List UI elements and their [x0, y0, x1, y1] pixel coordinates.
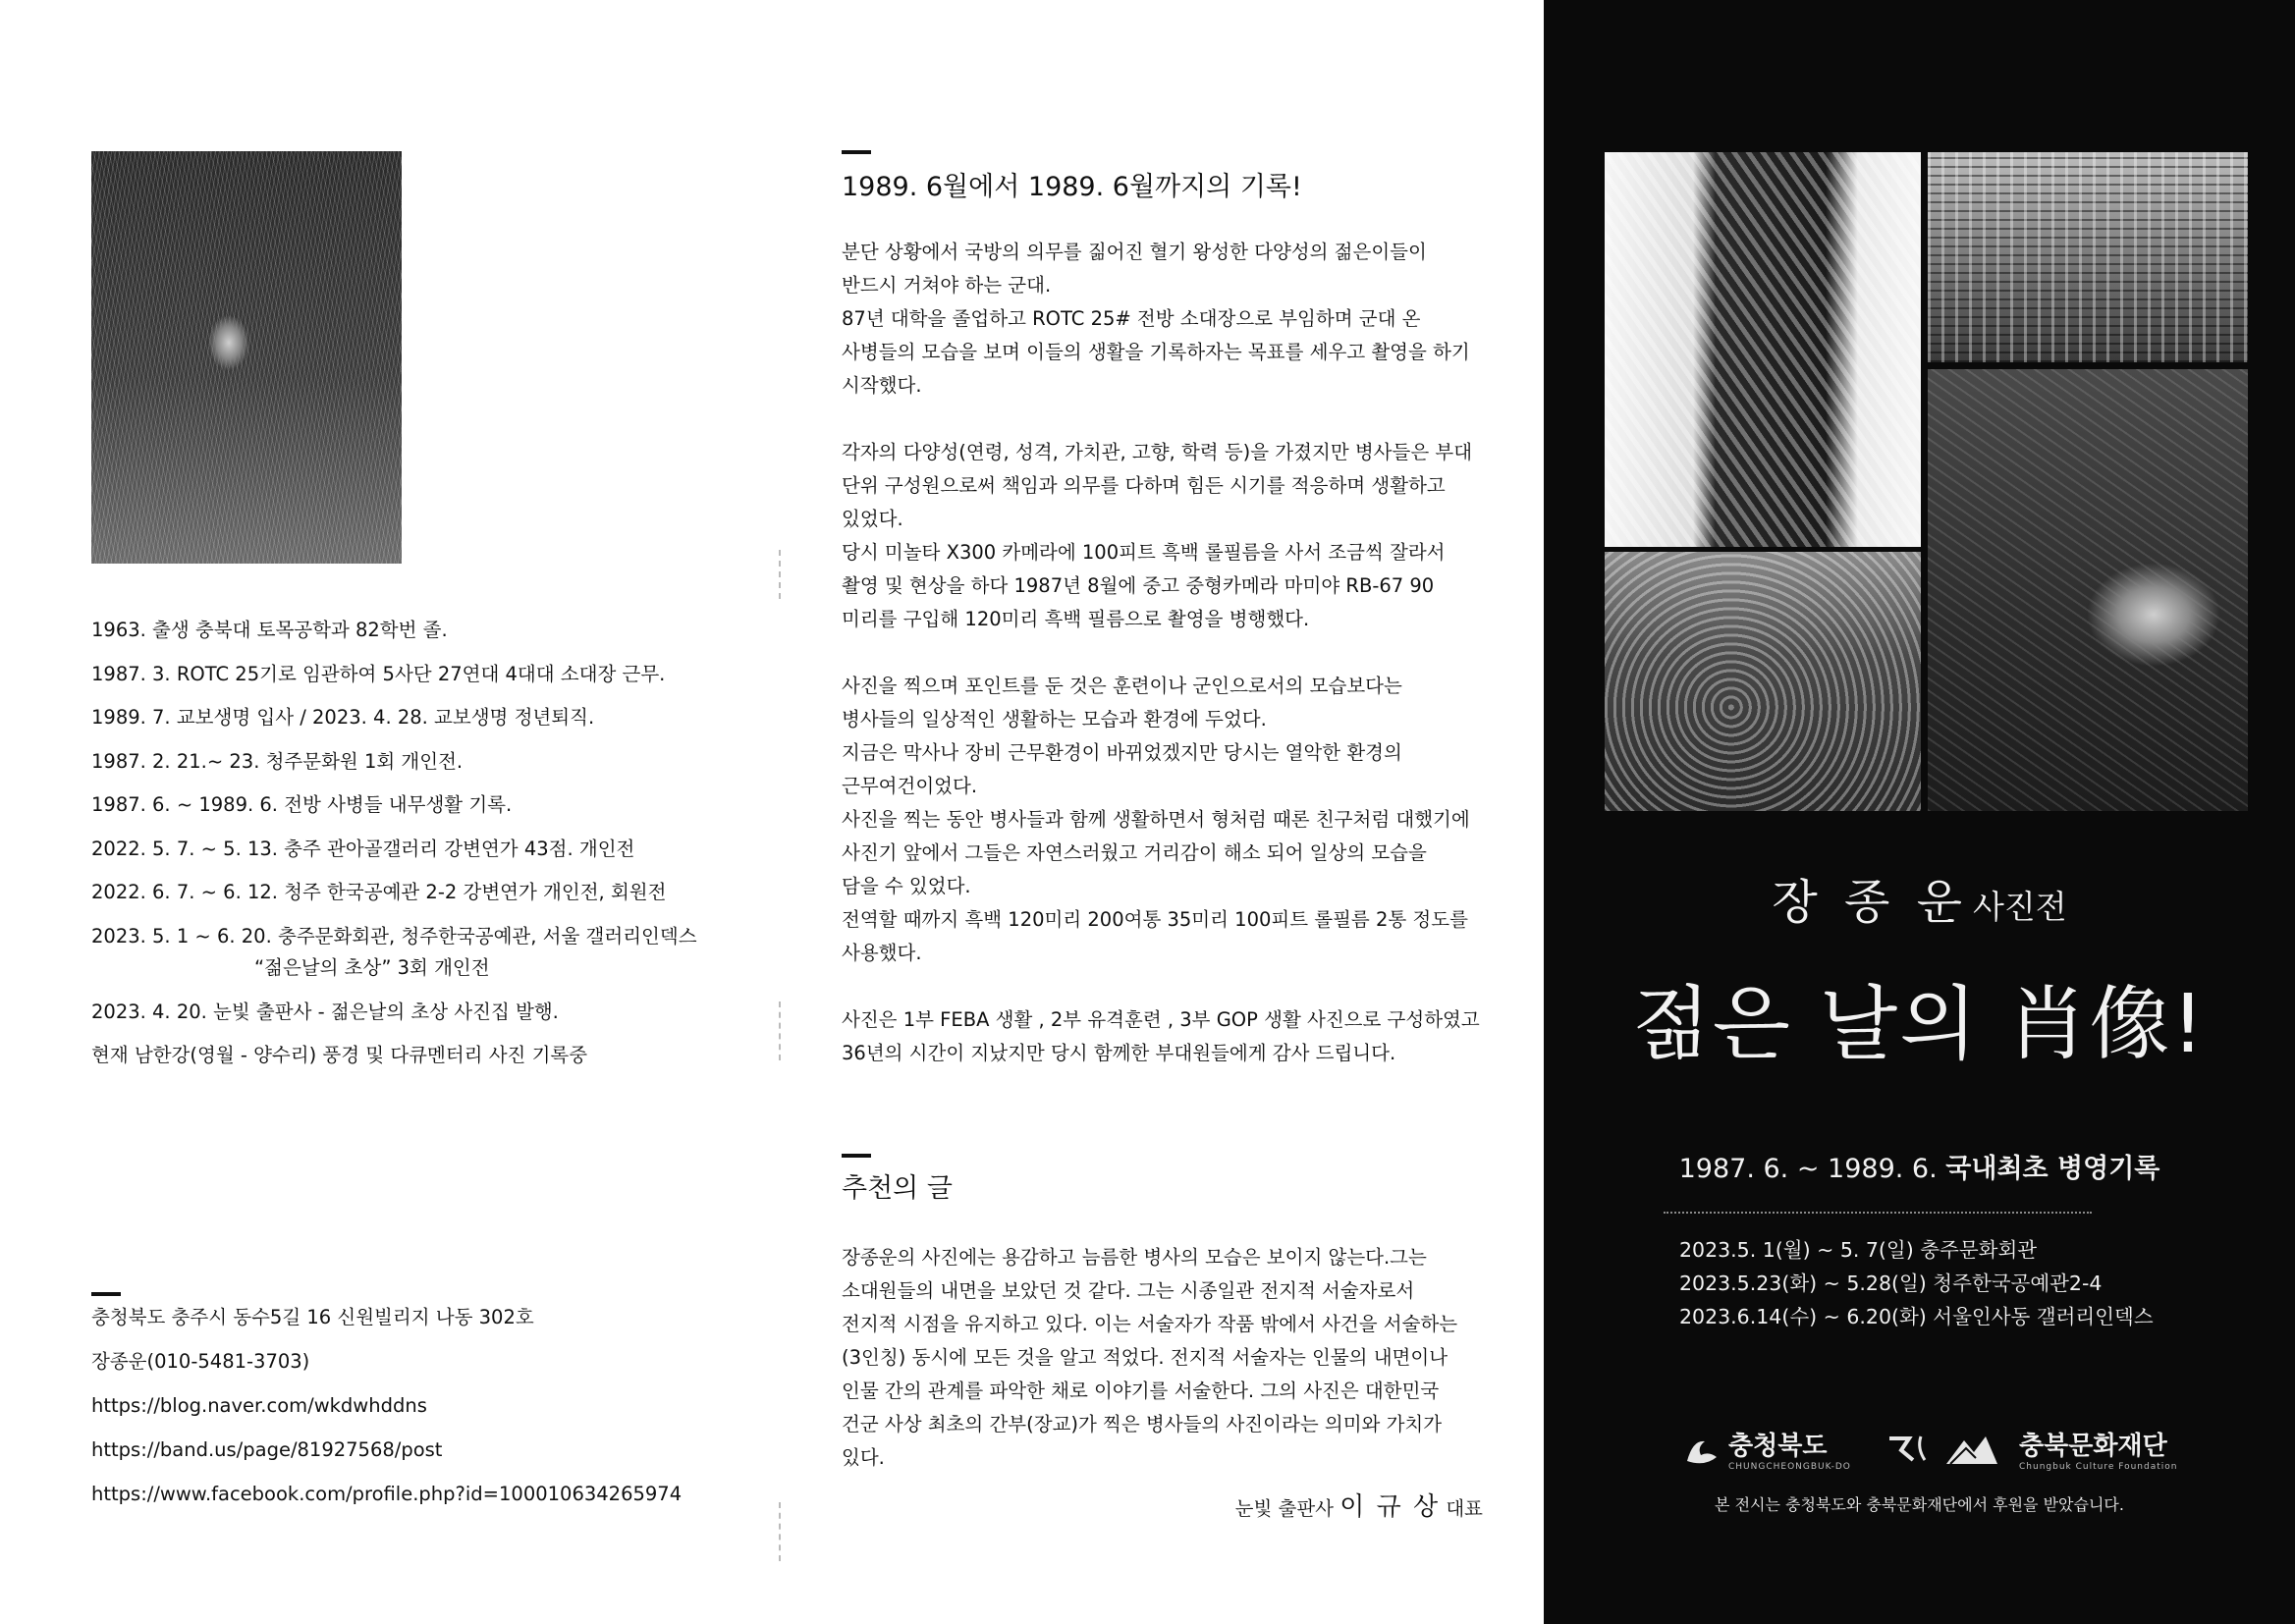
- province-emblem-icon: [1683, 1432, 1722, 1467]
- facebook-link[interactable]: https://www.facebook.com/profile.php?id=100010634265974: [91, 1483, 683, 1505]
- text-line: 있다.: [842, 1446, 885, 1469]
- period-label: 국내최초 병영기록: [1945, 1154, 2160, 1184]
- text-line: (3인칭) 동시에 모든 것을 알고 적었다. 전지적 서술자는 인물의 내면이나: [842, 1346, 1448, 1369]
- text-line: 전역할 때까지 흑백 120미리 200여통 35미리 100피트 롤필름 2통 정도를: [842, 908, 1468, 931]
- logo1-text: 충청북도: [1728, 1432, 1828, 1461]
- recommendation-signature: [1120, 1487, 1483, 1523]
- venue-item: 2023.5. 1(월) ~ 5. 7(일) 충주문화회관: [1679, 1238, 2038, 1262]
- paragraph: [842, 1241, 1484, 1475]
- text-line: 사진은 1부 FEBA 생활 , 2부 유격훈련 , 3부 GOP 생활 사진으로 구성하였고: [842, 1008, 1480, 1031]
- bio-line: 2022. 6. 7. ~ 6. 12. 청주 한국공예관 2-2 강변연가 개인전, 회원전: [91, 881, 667, 903]
- chungbuk-province-logo: [1683, 1426, 1851, 1472]
- bio-line: 1987. 2. 21.~ 23. 청주문화원 1회 개인전.: [91, 749, 464, 773]
- paragraph: [842, 1003, 1484, 1070]
- cover-photo-soldier-ammo-belt: [1605, 152, 1921, 547]
- venue-schedule: [1679, 1233, 2154, 1333]
- exhibition-period: [1544, 1147, 2295, 1185]
- text-line: 건군 사상 최초의 간부(장교)가 찍은 병사들의 사진이라는 의미와 가치가: [842, 1413, 1443, 1435]
- artist-name: 장 종 운: [1772, 875, 1968, 930]
- text-line: 인물 간의 관계를 파악한 채로 이야기를 서술한다. 그의 사진은 대한민국: [842, 1380, 1440, 1402]
- bio-line: 1963. 출생 충북대 토목공학과 82학번 졸.: [91, 619, 448, 641]
- text-line: 분단 상황에서 국방의 의무를 짊어진 혈기 왕성한 다양성의 젊은이들이: [842, 241, 1427, 263]
- logo2-text: 충북문화재단: [2019, 1432, 2167, 1461]
- cover-photo-soldier-hands: [1928, 369, 2248, 811]
- text-line: 사진기 앞에서 그들은 자연스러웠고 거리감이 해소 되어 일상의 모습을: [842, 841, 1427, 864]
- bio-line: 1987. 6. ~ 1989. 6. 전방 사병들 내무생활 기록.: [91, 793, 513, 816]
- logo1-subtext: CHUNGCHEONGBUK-DO: [1728, 1462, 1851, 1472]
- venue-item: 2023.5.23(화) ~ 5.28(일) 청주한국공예관2-4: [1679, 1272, 2103, 1295]
- section-mark: [91, 1292, 121, 1296]
- period-dates: 1987. 6. ~ 1989. 6.: [1678, 1154, 1938, 1184]
- section-mark: [842, 1154, 871, 1158]
- text-line: 담을 수 있었다.: [842, 875, 971, 897]
- cover-photo-training-field: [1605, 552, 1921, 811]
- fold-mark: [779, 1001, 781, 1060]
- section-mark: [842, 150, 871, 154]
- bio-line: 현재 남한강(영월 - 양수리) 풍경 및 다큐멘터리 사진 기록중: [91, 1044, 588, 1066]
- text-line: 시작했다.: [842, 374, 922, 397]
- text-line: 사진을 찍는 동안 병사들과 함께 생활하면서 형처럼 때론 친구처럼 대했기에: [842, 808, 1470, 831]
- section-title-record: 1989. 6월에서 1989. 6월까지의 기록!: [842, 172, 1302, 202]
- signature-publisher: 눈빛 출판사: [1234, 1497, 1335, 1520]
- text-line: 사진을 찍으며 포인트를 둔 것은 훈련이나 군인으로서의 모습보다는: [842, 675, 1402, 697]
- text-line: 87년 대학을 졸업하고 ROTC 25# 전방 소대장으로 부임하며 군대 온: [842, 307, 1421, 330]
- paragraph: [842, 236, 1484, 403]
- bio-line: 1989. 7. 교보생명 입사 / 2023. 4. 28. 교보생명 정년퇴직.: [91, 706, 595, 729]
- record-description: [842, 236, 1484, 1104]
- artist-suffix: 사진전: [1973, 888, 2067, 926]
- text-line: 있었다.: [842, 508, 903, 530]
- text-line: 미리를 구입해 120미리 흑백 필름으로 촬영을 병행했다.: [842, 608, 1310, 630]
- artist-biography: [91, 619, 779, 1088]
- signature-name: 이 규 상: [1339, 1492, 1441, 1522]
- paragraph: [842, 670, 1484, 970]
- band-link[interactable]: https://band.us/page/81927568/post: [91, 1438, 443, 1461]
- cover-photo-barracks: [1928, 152, 2248, 362]
- fold-mark: [779, 1502, 781, 1561]
- text-line: 지금은 막사나 장비 근무환경이 바뀌었겠지만 당시는 열악한 환경의: [842, 741, 1402, 764]
- text-line: 당시 미놀타 X300 카메라에 100피트 흑백 롤필름을 사서 조금씩 잘라서: [842, 541, 1446, 564]
- brochure-cover: [1544, 0, 2295, 1624]
- blog-link[interactable]: https://blog.naver.com/wkdwhddns: [91, 1394, 427, 1417]
- text-line: 사병들의 모습을 보며 이들의 생활을 기록하자는 목표를 세우고 촬영을 하기: [842, 341, 1470, 363]
- text-line: 근무여건이었다.: [842, 775, 978, 797]
- address: 충청북도 충주시 동수5길 16 신원빌리지 나동 302호: [91, 1306, 534, 1328]
- bio-line: 2022. 5. 7. ~ 5. 13. 충주 관아골갤러리 강변연가 43점. 개인전: [91, 837, 635, 860]
- text-line: 병사들의 일상적인 생활하는 모습과 환경에 두었다.: [842, 708, 1267, 731]
- bio-line-text: 2023. 5. 1 ~ 6. 20. 충주문화회관, 청주한국공예관, 서울 갤러리인덱스: [91, 924, 697, 947]
- exhibition-title: 젊은 날의 肖像!: [1632, 978, 2207, 1071]
- signature-title: 대표: [1446, 1497, 1483, 1520]
- foundation-emblem-icon: [1887, 1431, 2015, 1468]
- contact-info: [91, 1306, 779, 1527]
- text-line: 촬영 및 현상을 하다 1987년 8월에 중고 중형카메라 마미야 RB-67 90: [842, 574, 1435, 597]
- text-line: 반드시 거쳐야 하는 군대.: [842, 274, 1052, 297]
- sponsor-note: 본 전시는 충청북도와 충북문화재단에서 후원을 받았습니다.: [1715, 1495, 2124, 1514]
- chungbuk-culture-foundation-logo: [1887, 1426, 2177, 1472]
- exhibition-artist: [1544, 864, 2295, 932]
- text-line: 단위 구성원으로써 책임과 의무를 다하며 힘든 시기를 적응하며 생활하고: [842, 474, 1446, 497]
- text-line: 36년의 시간이 지났지만 당시 함께한 부대원들에게 감사 드립니다.: [842, 1042, 1396, 1064]
- divider: [1664, 1212, 2092, 1214]
- bio-line-continuation: “젊은날의 초상” 3회 개인전: [254, 955, 490, 979]
- text-line: 사용했다.: [842, 942, 922, 964]
- section-title-recommendation: 추천의 글: [842, 1173, 953, 1204]
- paragraph: [842, 436, 1484, 636]
- text-line: 전지적 시점을 유지하고 있다. 이는 서술자가 작품 밖에서 사건을 서술하는: [842, 1313, 1458, 1335]
- text-line: 각자의 다양성(연령, 성격, 가치관, 고향, 학력 등)을 가졌지만 병사들은 부대: [842, 441, 1473, 463]
- recommendation-text: [842, 1241, 1484, 1475]
- text-line: 소대원들의 내면을 보았던 것 같다. 그는 시종일관 전지적 서술자로서: [842, 1279, 1415, 1302]
- text-line: 장종운의 사진에는 용감하고 늠름한 병사의 모습은 보이지 않는다.그는: [842, 1246, 1427, 1269]
- phone: 장종운(010-5481-3703): [91, 1350, 310, 1373]
- artist-portrait-photo: [91, 151, 402, 564]
- fold-mark: [779, 550, 781, 599]
- bio-line: 2023. 4. 20. 눈빛 출판사 - 젊은날의 초상 사진집 발행.: [91, 1000, 559, 1023]
- bio-line: [91, 925, 779, 1001]
- logo2-subtext: Chungbuk Culture Foundation: [2019, 1462, 2178, 1472]
- bio-line: 1987. 3. ROTC 25기로 임관하여 5사단 27연대 4대대 소대장 근무.: [91, 662, 666, 685]
- venue-item: 2023.6.14(수) ~ 6.20(화) 서울인사동 갤러리인덱스: [1679, 1305, 2154, 1328]
